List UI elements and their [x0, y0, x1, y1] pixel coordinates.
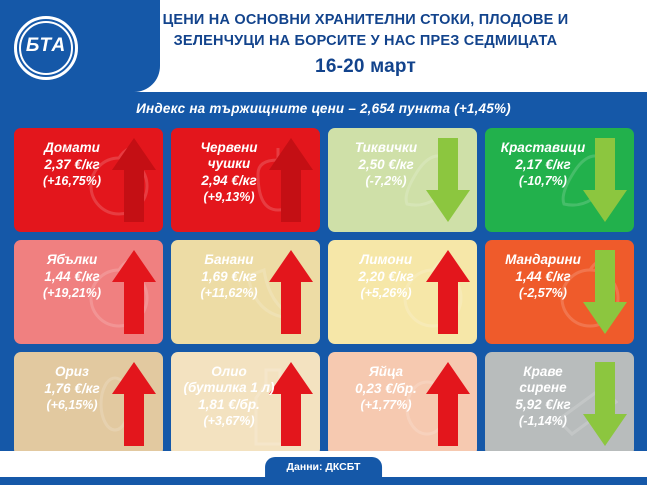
commodity-price: 2,37 €/кг — [44, 157, 100, 172]
commodity-price: 1,81 €/бр. — [198, 397, 260, 412]
commodity-info — [334, 364, 438, 413]
commodity-change: (-10,7%) — [519, 174, 567, 188]
commodity-cell — [485, 240, 634, 344]
commodity-info — [491, 364, 595, 429]
header — [0, 0, 647, 92]
commodity-price: 5,92 €/кг — [515, 397, 571, 412]
title-line-3: 16-20 март — [315, 56, 416, 77]
source-label: Данни: ДКСБТ — [265, 457, 383, 477]
commodity-name: Лимони — [359, 252, 413, 267]
commodity-grid — [14, 128, 634, 456]
commodity-price: 1,44 €/кг — [515, 269, 571, 284]
commodity-change: (-7,2%) — [365, 174, 407, 188]
commodity-price: 2,94 €/кг — [201, 173, 257, 188]
commodity-change: (-1,14%) — [519, 414, 567, 428]
commodity-info — [491, 140, 595, 189]
commodity-change: (+1,77%) — [360, 398, 412, 412]
commodity-name: Банани — [204, 252, 254, 267]
commodity-name: Олио (бутилка 1 л) — [183, 364, 275, 395]
commodity-cell — [171, 352, 320, 456]
commodity-price: 1,69 €/кг — [201, 269, 257, 284]
commodity-cell — [328, 352, 477, 456]
commodity-name: Червени чушки — [200, 140, 258, 171]
commodity-price: 1,76 €/кг — [44, 381, 100, 396]
commodity-info — [334, 252, 438, 301]
commodity-change: (+5,26%) — [360, 286, 412, 300]
title-line-1: ЦЕНИ НА ОСНОВНИ ХРАНИТЕЛНИ СТОКИ, ПЛОДОВЕ И — [162, 12, 569, 28]
commodity-cell — [171, 128, 320, 232]
commodity-price: 1,44 €/кг — [44, 269, 100, 284]
commodity-price: 2,17 €/кг — [515, 157, 571, 172]
commodity-name: Тиквички — [354, 140, 418, 155]
commodity-info — [177, 364, 281, 429]
commodity-change: (+16,75%) — [42, 174, 102, 188]
commodity-info — [491, 252, 595, 301]
footer-strip — [0, 477, 647, 485]
page-title — [100, 10, 631, 80]
commodity-info — [20, 140, 124, 189]
commodity-change: (+19,21%) — [42, 286, 102, 300]
commodity-change: (-2,57%) — [519, 286, 567, 300]
commodity-info — [20, 252, 124, 301]
price-index-label: Индекс на тържищните цени – 2,654 пункта (+1,45%) — [136, 101, 511, 116]
title-line-2: ЗЕЛЕНЧУЦИ НА БОРСИТЕ У НАС ПРЕЗ СЕДМИЦАТА — [173, 33, 558, 49]
commodity-name: Ябълки — [46, 252, 98, 267]
footer — [0, 451, 647, 485]
commodity-price: 2,20 €/кг — [358, 269, 414, 284]
commodity-name: Краве сирене — [519, 364, 567, 395]
commodity-name: Мандарини — [505, 252, 581, 267]
logo-text: БТА — [25, 35, 67, 56]
commodity-info — [334, 140, 438, 189]
commodity-info — [20, 364, 124, 413]
commodity-change: (+6,15%) — [46, 398, 98, 412]
bta-logo — [14, 16, 92, 78]
commodity-change: (+11,62%) — [200, 286, 258, 300]
commodity-cell — [485, 128, 634, 232]
commodity-cell — [14, 240, 163, 344]
commodity-name: Яйца — [368, 364, 404, 379]
commodity-price: 0,23 €/бр. — [355, 381, 417, 396]
commodity-cell — [14, 128, 163, 232]
commodity-cell — [14, 352, 163, 456]
commodity-name: Краставици — [500, 140, 586, 155]
commodity-name: Ориз — [55, 364, 89, 379]
commodity-change: (+3,67%) — [203, 414, 255, 428]
commodity-name: Домати — [44, 140, 100, 155]
commodity-info — [177, 252, 281, 301]
commodity-change: (+9,13%) — [203, 190, 255, 204]
commodity-cell — [328, 128, 477, 232]
commodity-info — [177, 140, 281, 205]
commodity-cell — [485, 352, 634, 456]
commodity-cell — [171, 240, 320, 344]
commodity-cell — [328, 240, 477, 344]
content-area — [0, 92, 647, 485]
commodity-price: 2,50 €/кг — [358, 157, 414, 172]
